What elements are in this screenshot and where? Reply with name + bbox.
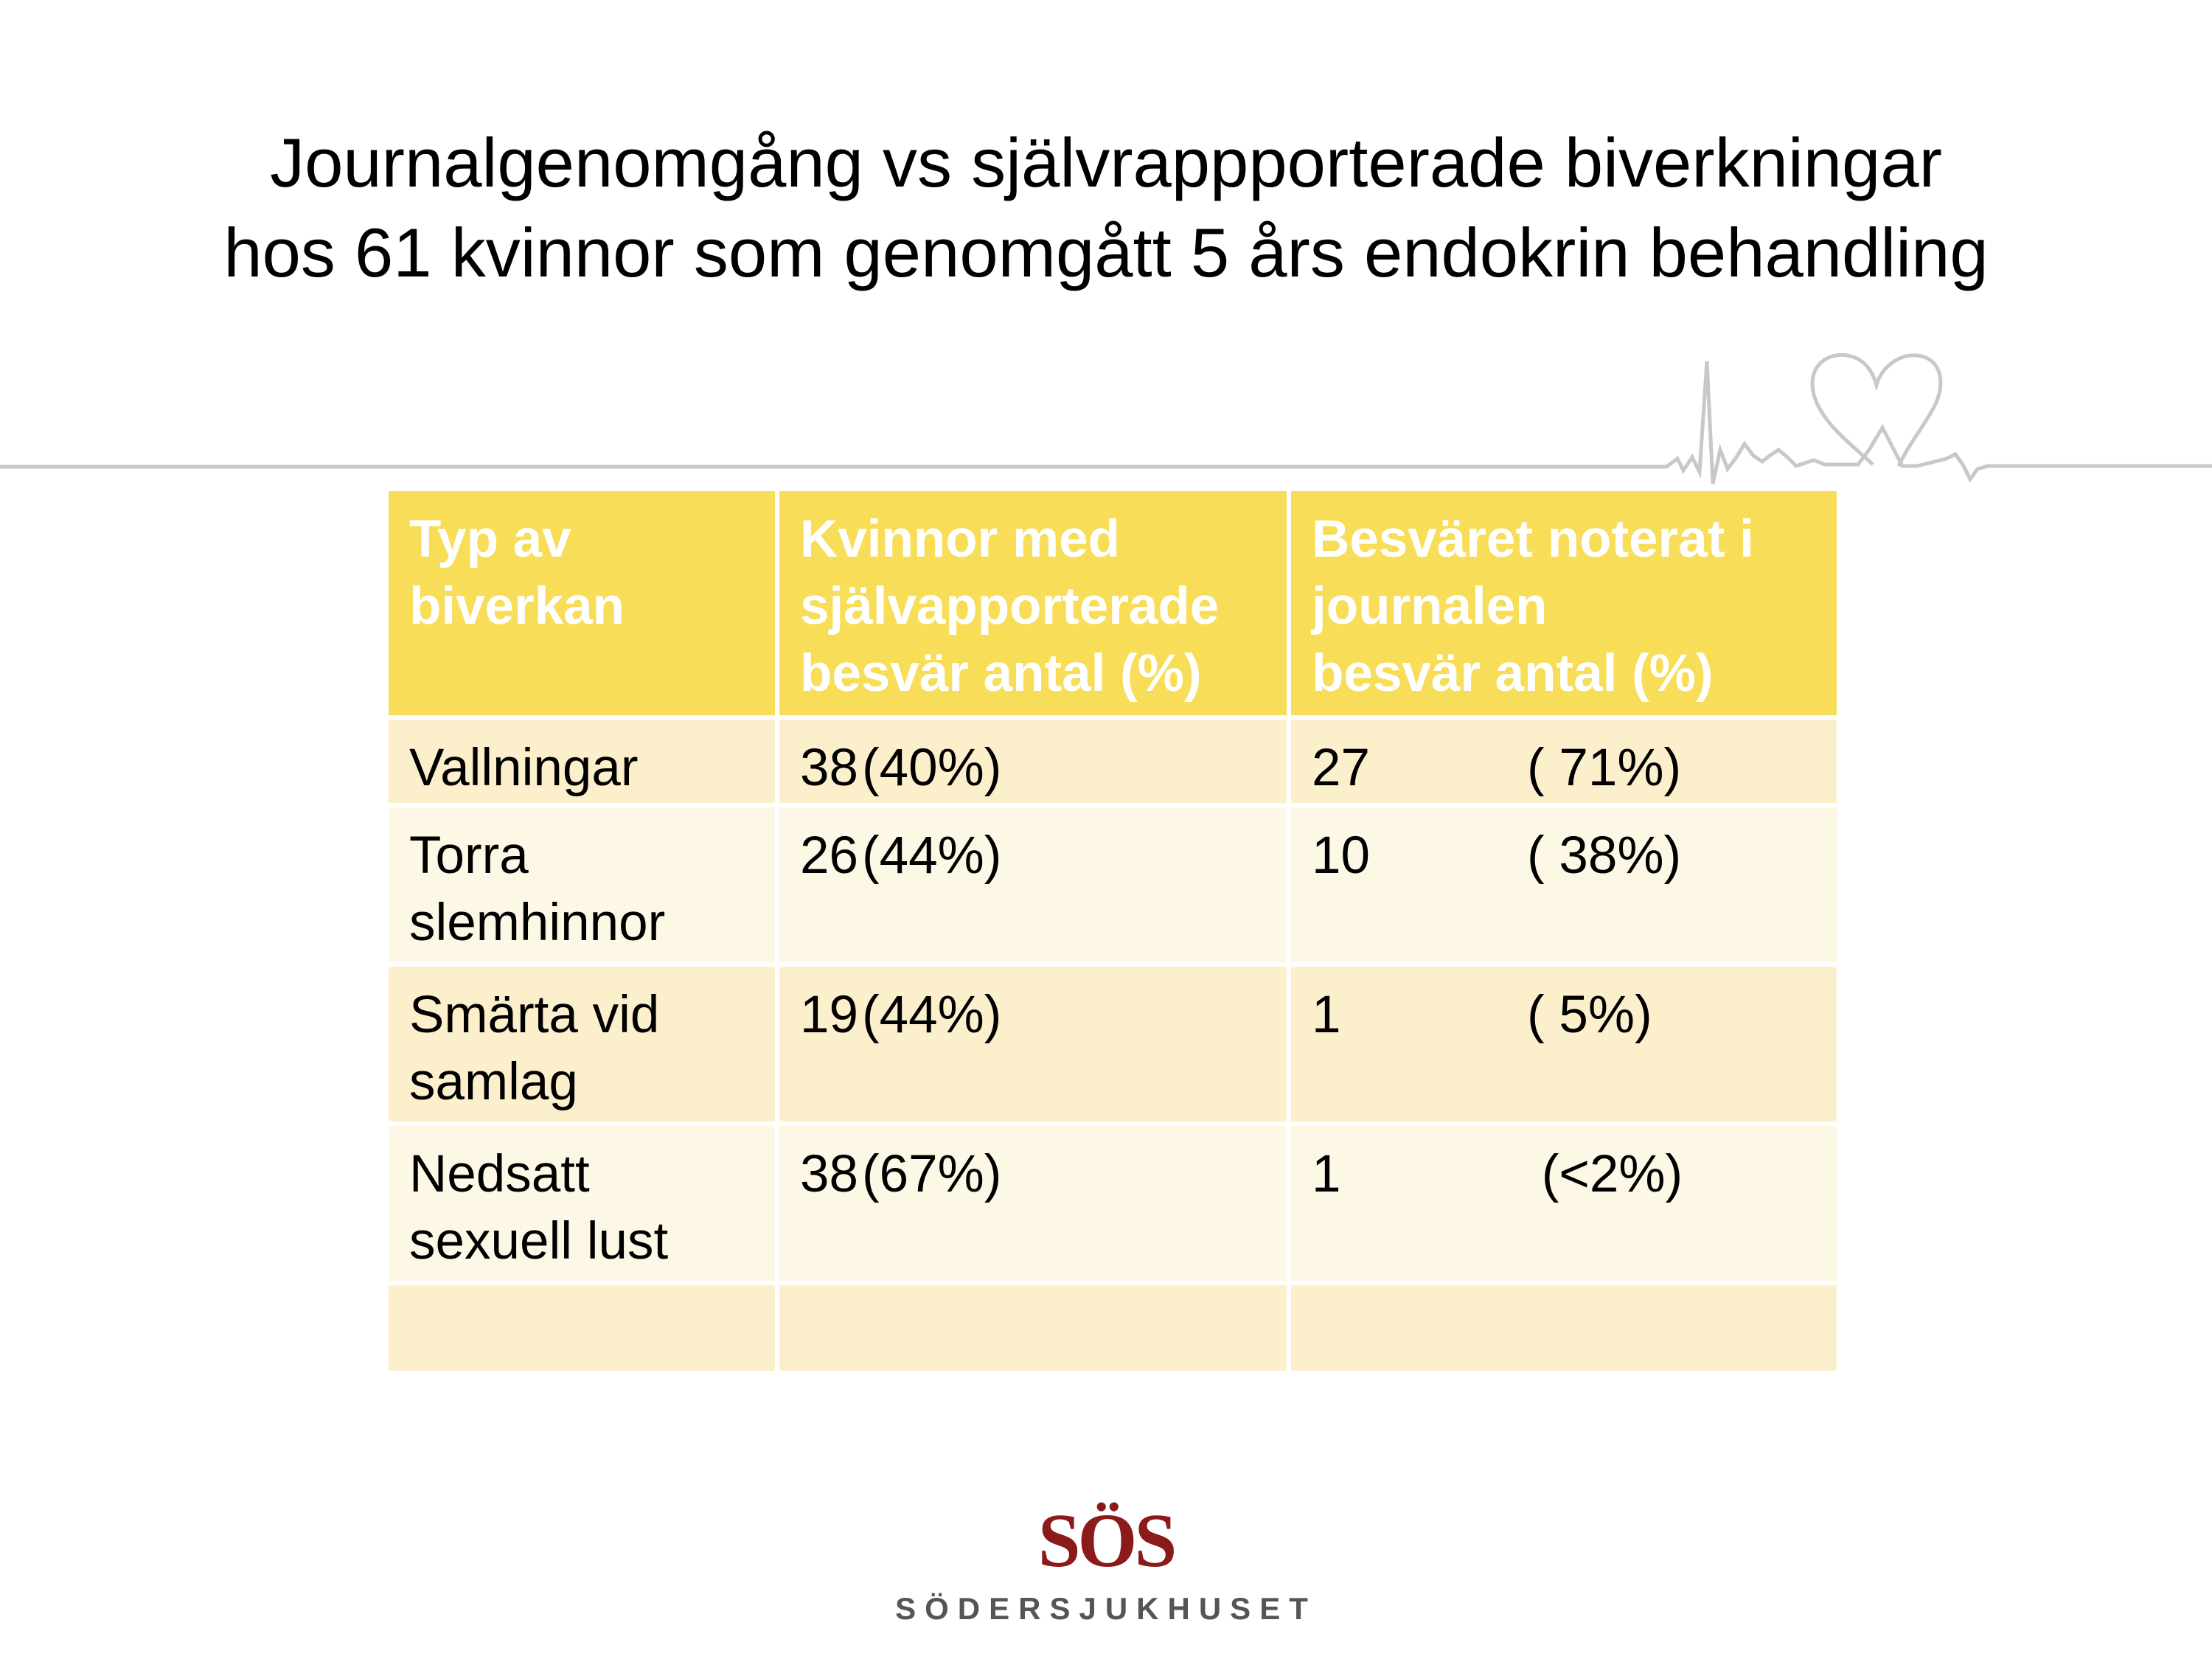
cell-empty: [777, 1283, 1289, 1373]
cell-self-reported: 38(67%): [777, 1124, 1289, 1283]
title-line-2: hos 61 kvinnor som genomgått 5 års endokrin behandling: [223, 214, 1989, 291]
cell-journal: 1 (<2%): [1289, 1124, 1839, 1283]
side-effects-table: [384, 487, 1841, 1375]
cell-journal: 10 ( 38%): [1289, 805, 1839, 964]
header-journal: Besväret noterat i journalen besvär antal (%): [1289, 489, 1839, 717]
title-line-1: Journalgenomgång vs självrappporterade biverkningar: [270, 124, 1942, 201]
logo-mark: SÖS: [1037, 1498, 1175, 1583]
table-row: [386, 1124, 1839, 1283]
table-row: [386, 717, 1839, 805]
cell-empty: [386, 1283, 777, 1373]
cell-journal: 1 ( 5%): [1289, 964, 1839, 1124]
heartbeat-heart-decoration: [0, 339, 2212, 487]
cell-empty: [1289, 1283, 1839, 1373]
cell-type: Vallningar: [386, 717, 777, 805]
logo-name: SÖDERSJUKHUSET: [895, 1591, 1317, 1626]
cell-self-reported: 38(40%): [777, 717, 1289, 805]
cell-type: Torra slemhinnor: [386, 805, 777, 964]
slide-title: [0, 118, 2212, 298]
cell-type: Nedsatt sexuell lust: [386, 1124, 777, 1283]
table-row: [386, 805, 1839, 964]
header-self-reported: Kvinnor med självapporterade besvär antal (%): [777, 489, 1289, 717]
cell-self-reported: 26(44%): [777, 805, 1289, 964]
cell-journal: 27 ( 71%): [1289, 717, 1839, 805]
table-row-empty: [386, 1283, 1839, 1373]
header-type: Typ av biverkan: [386, 489, 777, 717]
cell-self-reported: 19(44%): [777, 964, 1289, 1124]
table-row: [386, 964, 1839, 1124]
sodersjukhuset-logo: [885, 1497, 1327, 1644]
table-header-row: [386, 489, 1839, 717]
cell-type: Smärta vid samlag: [386, 964, 777, 1124]
